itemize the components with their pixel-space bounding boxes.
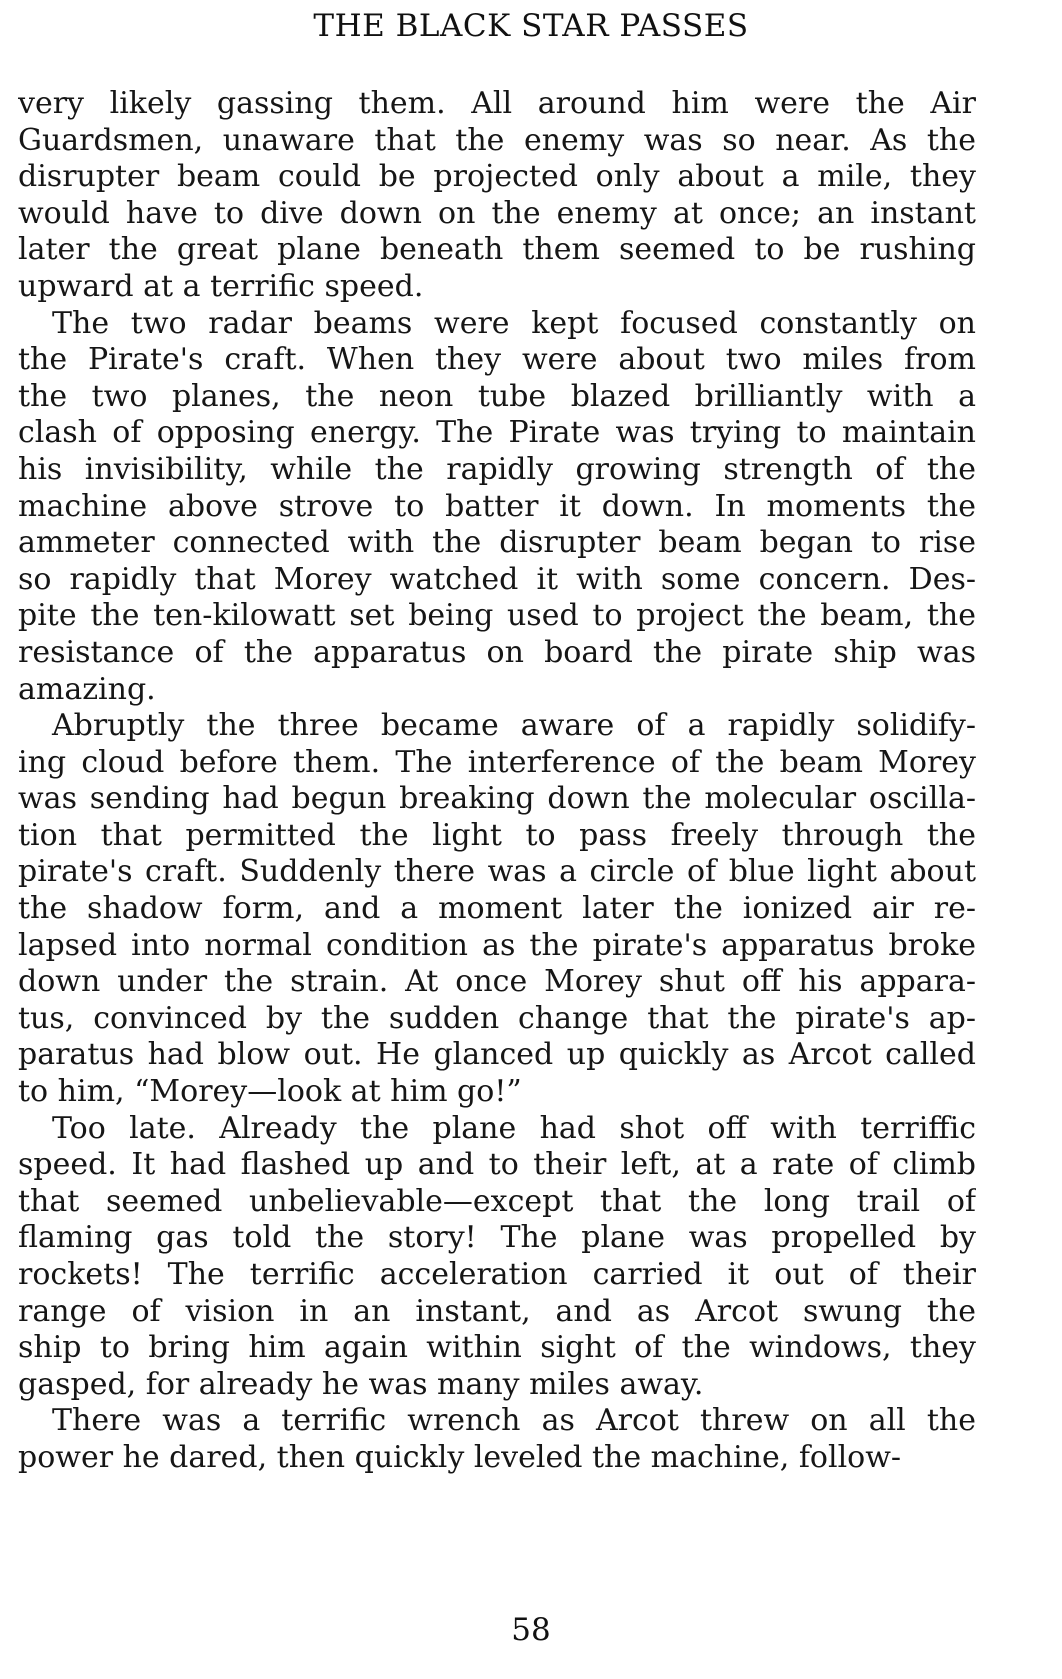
running-head: THE BLACK STAR PASSES bbox=[313, 8, 749, 44]
text-line: tion that permitted the light to pass freely through the bbox=[18, 817, 976, 853]
text-line: to him, “Morey—look at him go!” bbox=[18, 1074, 522, 1110]
text-line: was sending had begun breaking down the molecular oscilla- bbox=[18, 781, 976, 817]
text-line: that seemed unbelievable—except that the long trail of bbox=[18, 1183, 976, 1219]
paragraph bbox=[18, 86, 976, 306]
text-line: machine above strove to batter it down. In moments the bbox=[18, 488, 976, 524]
text-line: Guardsmen, unaware that the enemy was so near. As the bbox=[18, 122, 976, 158]
text-line: the two planes, the neon tube blazed brilliantly with a bbox=[18, 378, 976, 414]
paragraph bbox=[18, 306, 976, 709]
text-line: later the great plane beneath them seemed to be rushing bbox=[18, 232, 976, 268]
text-line: pite the ten-kilowatt set being used to project the beam, the bbox=[18, 598, 976, 634]
text-line: pirate's craft. Suddenly there was a circle of blue light about bbox=[18, 854, 976, 890]
paragraph bbox=[18, 1111, 976, 1404]
text-line: would have to dive down on the enemy at once; an instant bbox=[18, 195, 976, 231]
text-line: clash of opposing energy. The Pirate was trying to maintain bbox=[18, 415, 976, 451]
page-number: 58 bbox=[511, 1612, 551, 1648]
text-line: speed. It had flashed up and to their left, at a rate of climb bbox=[18, 1147, 976, 1183]
text-line: power he dared, then quickly leveled the machine, follow- bbox=[18, 1439, 902, 1475]
text-line: tus, convinced by the sudden change that the pirate's ap- bbox=[18, 1000, 976, 1036]
text-line: amazing. bbox=[18, 671, 156, 707]
text-line: There was a terrific wrench as Arcot threw on all the bbox=[52, 1403, 976, 1439]
text-line: rockets! The terrific acceleration carried it out of their bbox=[18, 1257, 976, 1292]
text-line: Too late. Already the plane had shot off with terriffic bbox=[52, 1110, 976, 1146]
text-line: paratus had blow out. He glanced up quickly as Arcot called bbox=[18, 1037, 976, 1073]
text-line: the Pirate's craft. When they were about two miles from bbox=[18, 342, 976, 378]
text-line: flaming gas told the story! The plane was propelled by bbox=[18, 1220, 976, 1256]
text-line: resistance of the apparatus on board the pirate ship was bbox=[18, 634, 976, 670]
text-line: the shadow form, and a moment later the ionized air re- bbox=[18, 891, 976, 927]
paragraph bbox=[18, 708, 976, 1111]
text-line: ammeter connected with the disrupter beam began to rise bbox=[18, 525, 976, 561]
paragraph bbox=[18, 1403, 976, 1476]
text-line: upward at a terrific speed. bbox=[18, 268, 424, 304]
text-line: down under the strain. At once Morey shut off his appara- bbox=[18, 964, 976, 1000]
text-line: The two radar beams were kept focused constantly on bbox=[52, 305, 976, 341]
text-line: very likely gassing them. All around him were the Air bbox=[18, 86, 976, 121]
text-line: lapsed into normal condition as the pirate's apparatus broke bbox=[18, 927, 976, 963]
text-line: his invisibility, while the rapidly growing strength of the bbox=[18, 451, 976, 487]
text-line: ing cloud before them. The interference of the beam Morey bbox=[18, 744, 976, 780]
body-text bbox=[18, 86, 976, 1477]
text-line: disrupter beam could be projected only about a mile, they bbox=[18, 159, 976, 195]
text-line: ship to bring him again within sight of the windows, they bbox=[18, 1330, 976, 1366]
text-line: range of vision in an instant, and as Arcot swung the bbox=[18, 1293, 976, 1329]
text-line: so rapidly that Morey watched it with some concern. Des- bbox=[18, 561, 976, 597]
text-line: Abruptly the three became aware of a rapidly solidify- bbox=[52, 708, 976, 744]
text-line: gasped, for already he was many miles away. bbox=[18, 1366, 704, 1402]
